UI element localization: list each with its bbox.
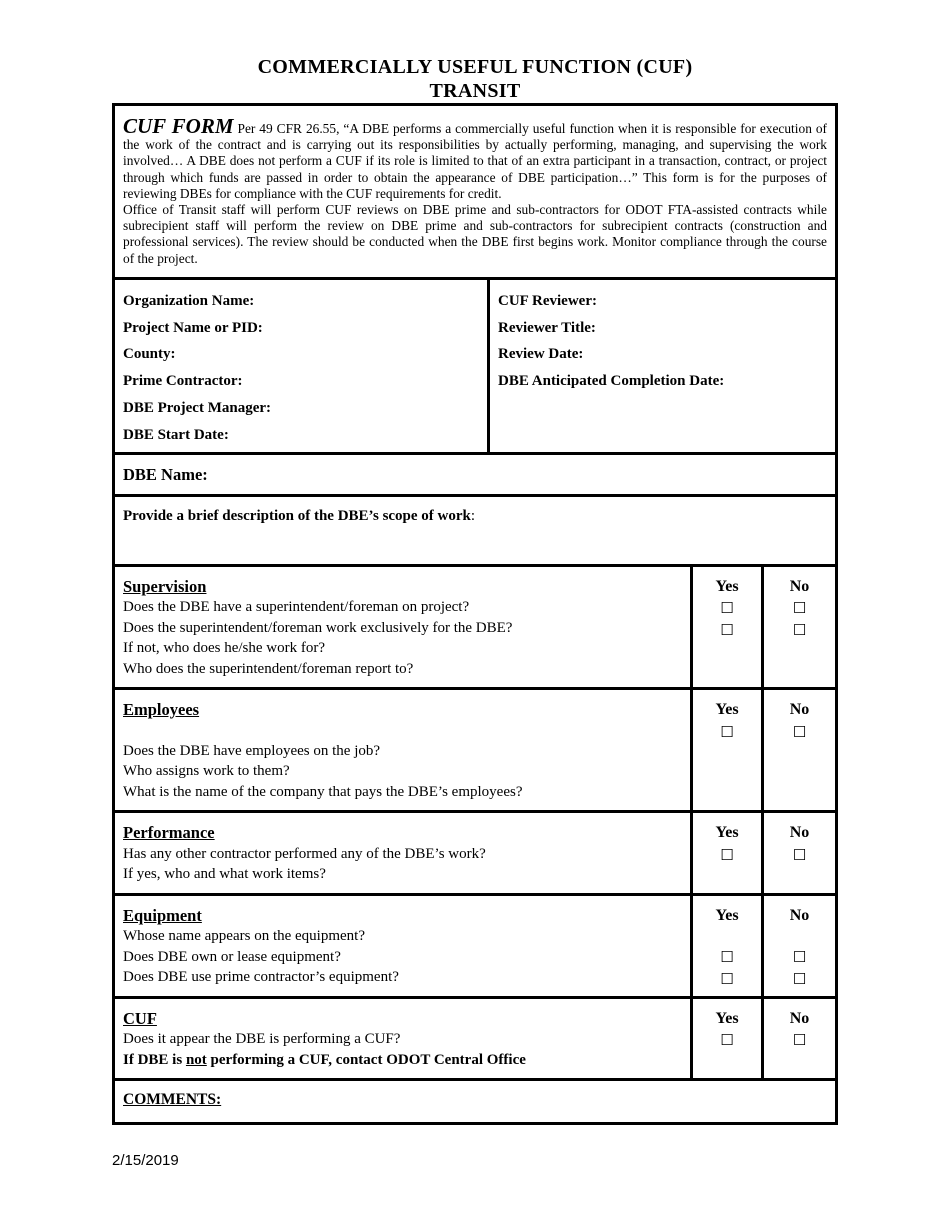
no-checkbox[interactable]: ☐ — [792, 722, 807, 741]
yes-checkbox[interactable]: ☐ — [720, 599, 734, 618]
question: Has any other contractor performed any of the DBE’s work? — [123, 845, 486, 862]
no-checkbox[interactable]: ☐ — [792, 1031, 807, 1050]
question: What is the name of the company that pays the DBE’s employees? — [123, 783, 523, 800]
prime-contractor-field[interactable]: Prime Contractor: — [123, 373, 243, 390]
yes-column — [693, 896, 764, 996]
no-checkbox[interactable]: ☐ — [792, 845, 807, 864]
reviewer-title-field[interactable]: Reviewer Title: — [498, 319, 596, 336]
yes-header: Yes — [715, 906, 739, 924]
yes-column — [693, 999, 764, 1079]
question: If not, who does he/she work for? — [123, 640, 326, 657]
yes-header: Yes — [715, 824, 739, 842]
yes-header: Yes — [715, 701, 739, 719]
performance-questions — [115, 813, 693, 893]
form-title: COMMERCIALLY USEFUL FUNCTION (CUF) — [257, 56, 693, 78]
scope-label: Provide a brief description of the DBE’s scope of work — [123, 507, 471, 524]
dbe-completion-date-field[interactable]: DBE Anticipated Completion Date: — [498, 373, 725, 390]
supervision-section — [115, 567, 835, 691]
question: Does DBE own or lease equipment? — [123, 948, 341, 965]
project-info-right — [490, 280, 835, 452]
employees-heading: Employees — [123, 700, 200, 720]
no-checkbox[interactable]: ☐ — [792, 599, 807, 618]
no-column — [764, 999, 835, 1079]
no-column — [764, 690, 835, 810]
yes-checkbox[interactable]: ☐ — [720, 970, 734, 989]
cuf-section — [115, 999, 835, 1082]
no-checkbox[interactable]: ☐ — [792, 621, 807, 640]
question: If yes, who and what work items? — [123, 866, 326, 883]
yes-column — [693, 813, 764, 893]
no-header: No — [789, 906, 810, 924]
equipment-section — [115, 896, 835, 999]
yes-checkbox[interactable]: ☐ — [720, 1031, 734, 1050]
equipment-questions — [115, 896, 693, 996]
yes-checkbox[interactable]: ☐ — [720, 948, 734, 967]
cuf-contact-note — [123, 1050, 682, 1071]
project-info — [115, 280, 835, 455]
intro-paragraph-1: Per 49 CFR 26.55, “A DBE performs a commercially useful function when it is responsible for execution of the work of the contract and is carrying out its responsibilities by actually performing, managing, and supervising the work involved… A DBE does not perform a CUF if its role is limited to that of an extra participant in a transaction, contract, or project through which funds are passed in order to obtain the appearance of DBE participation…” This form is for the purposes of reviewing DBEs for compliance with the CUF requirements for credit. — [123, 121, 828, 201]
review-date-field[interactable]: Review Date: — [498, 346, 584, 363]
cuf-reviewer-field[interactable]: CUF Reviewer: — [498, 292, 597, 309]
yes-header: Yes — [715, 577, 739, 595]
cuf-form-heading: CUF FORM — [123, 114, 234, 138]
supervision-heading: Supervision — [123, 576, 207, 596]
note-not: not — [185, 1051, 207, 1068]
yes-checkbox[interactable]: ☐ — [720, 621, 734, 640]
supervision-questions — [115, 567, 693, 688]
no-checkbox[interactable]: ☐ — [792, 948, 807, 967]
yes-header: Yes — [715, 1009, 739, 1027]
question: Whose name appears on the equipment? — [123, 928, 365, 945]
yes-checkbox[interactable]: ☐ — [720, 845, 734, 864]
no-header: No — [789, 1009, 810, 1027]
question: Does the DBE have employees on the job? — [123, 742, 381, 759]
employees-section — [115, 690, 835, 813]
organization-name-field[interactable]: Organization Name: — [123, 292, 255, 309]
scope-of-work-field[interactable] — [115, 497, 835, 567]
comments-field[interactable]: COMMENTS: — [123, 1091, 222, 1109]
no-column — [764, 567, 835, 688]
no-column — [764, 896, 835, 996]
intro-paragraph-2: Office of Transit staff will perform CUF reviews on DBE prime and sub-contractors for ODOT FTA-assisted contracts while subrecipient staff will perform the review on DBE prime and sub-contractors for subrecipient contracts (construction and professional services). The review should be conducted when the DBE first begins work. Monitor compliance through the course of the project. — [123, 202, 827, 266]
question: Who does the superintendent/foreman report to? — [123, 660, 414, 677]
performance-heading: Performance — [123, 823, 215, 843]
note-post: performing a CUF, contact ODOT Central Office — [206, 1051, 526, 1068]
dbe-name-field[interactable]: DBE Name: — [115, 455, 835, 497]
footer-date: 2/15/2019 — [112, 1152, 179, 1169]
cuf-questions — [115, 999, 693, 1079]
no-header: No — [789, 701, 810, 719]
note-pre: If DBE is — [123, 1051, 186, 1068]
dbe-project-manager-field[interactable]: DBE Project Manager: — [123, 400, 272, 417]
cuf-heading: CUF — [123, 1008, 157, 1028]
performance-section — [115, 813, 835, 896]
form-subtitle: TRANSIT — [429, 80, 521, 102]
dbe-start-date-field[interactable]: DBE Start Date: — [123, 426, 229, 443]
question: Does it appear the DBE is performing a CUF? — [123, 1031, 401, 1048]
no-checkbox[interactable]: ☐ — [792, 970, 807, 989]
question: Does DBE use prime contractor’s equipment? — [123, 969, 399, 986]
cuf-form — [112, 103, 838, 1125]
yes-column — [693, 690, 764, 810]
yes-column — [693, 567, 764, 688]
county-field[interactable]: County: — [123, 346, 176, 363]
no-header: No — [789, 577, 810, 595]
equipment-heading: Equipment — [123, 905, 202, 925]
employees-questions — [115, 690, 693, 810]
scope-colon: : — [470, 507, 476, 524]
no-column — [764, 813, 835, 893]
no-header: No — [789, 824, 810, 842]
question: Does the superintendent/foreman work exclusively for the DBE? — [123, 619, 513, 636]
project-info-left — [115, 280, 490, 452]
yes-checkbox[interactable]: ☐ — [720, 722, 734, 741]
project-name-field[interactable]: Project Name or PID: — [123, 319, 263, 336]
question: Who assigns work to them? — [123, 763, 290, 780]
question: Does the DBE have a superintendent/foreman on project? — [123, 599, 470, 616]
intro-block — [115, 106, 835, 280]
